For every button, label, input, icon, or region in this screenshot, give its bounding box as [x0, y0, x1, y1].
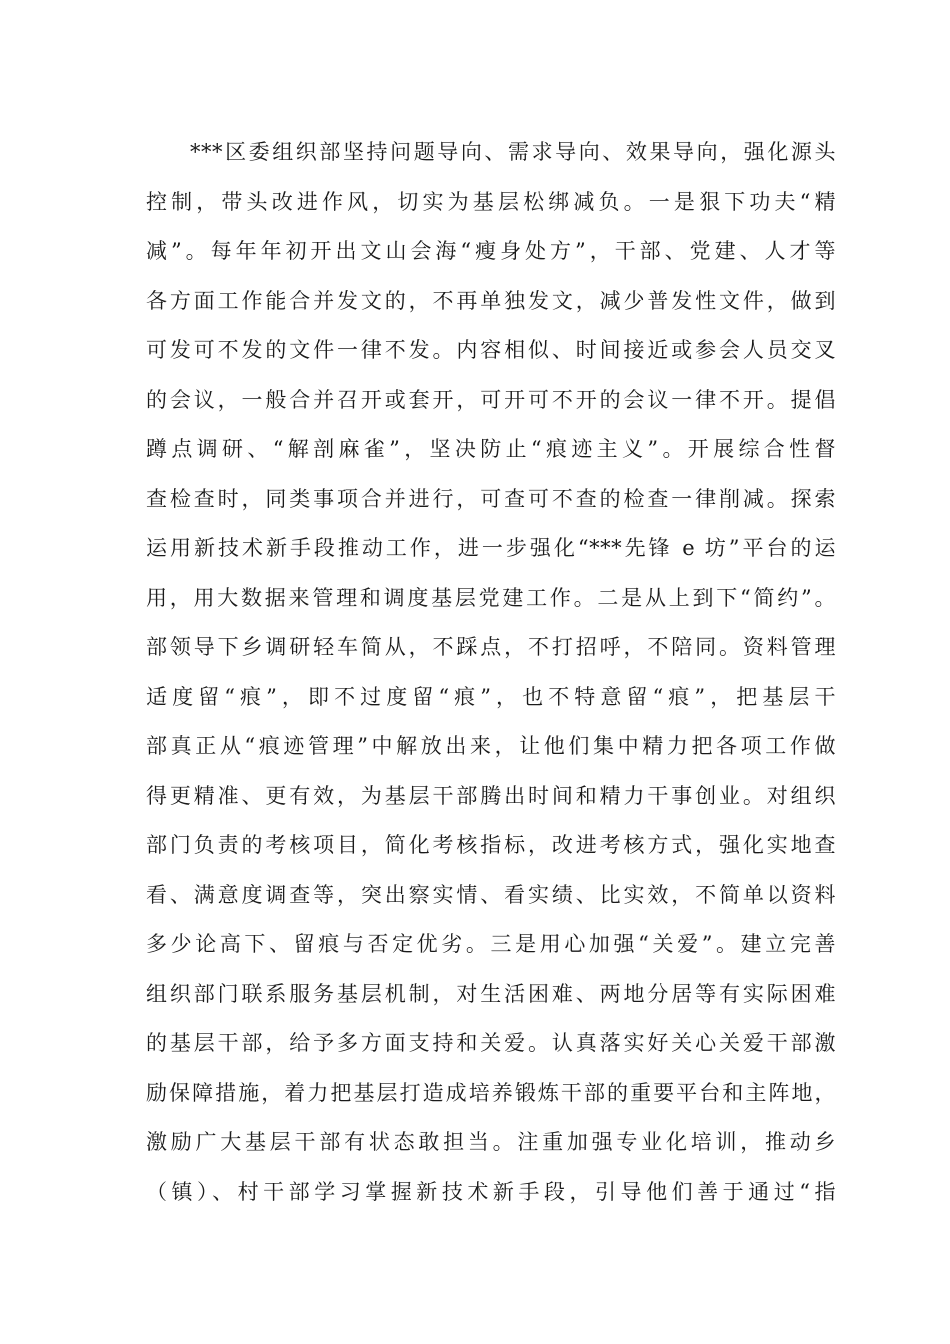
paragraph-line: 蹲点调研、“解剖麻雀”，坚决防止“痕迹主义”。开展综合性督: [146, 437, 836, 461]
paragraph-line: 组织部门联系服务基层机制，对生活困难、两地分居等有实际困难: [146, 981, 836, 1006]
paragraph-line: （镇）、村干部学习掌握新技术新手段，引导他们善于通过“指: [146, 1179, 836, 1204]
paragraph-line: 的基层干部，给予多方面支持和关爱。认真落实好关心关爱干部激: [146, 1031, 836, 1055]
paragraph-line: 多少论高下、留痕与否定优劣。三是用心加强“关爱”。建立完善: [146, 932, 836, 956]
paragraph-line: 适度留“痕”，即不过度留“痕”，也不特意留“痕”，把基层干: [146, 684, 836, 709]
paragraph-line: 查检查时，同类事项合并进行，可查可不查的检查一律削减。探索: [146, 486, 836, 511]
paragraph-line: 减”。每年年初开出文山会海“瘦身处方”，干部、党建、人才等: [146, 239, 836, 263]
paragraph-line: 看、满意度调查等，突出察实情、看实绩、比实效，不简单以资料: [146, 882, 836, 907]
paragraph-line: 运用新技术新手段推动工作，进一步强化“***先锋 e 坊”平台的运: [146, 536, 836, 560]
paragraph-line: 激励广大基层干部有状态敢担当。注重加强专业化培训，推动乡: [146, 1130, 836, 1154]
body-paragraph: [146, 128, 836, 1217]
paragraph-line: 用，用大数据来管理和调度基层党建工作。二是从上到下“简约”。: [146, 585, 836, 610]
paragraph-line: 的会议，一般合并召开或套开，可开可不开的会议一律不开。提倡: [146, 387, 836, 412]
paragraph-line: 得更精准、更有效，为基层干部腾出时间和精力干事创业。对组织: [146, 783, 836, 808]
paragraph-line: 部真正从“痕迹管理”中解放出来，让他们集中精力把各项工作做: [146, 734, 836, 758]
paragraph-line: 部门负责的考核项目，简化考核指标，改进考核方式，强化实地查: [146, 833, 836, 857]
paragraph-line: 可发可不发的文件一律不发。内容相似、时间接近或参会人员交叉: [146, 338, 836, 362]
paragraph-line: ***区委组织部坚持问题导向、需求导向、效果导向，强化源头: [190, 140, 836, 164]
paragraph-line: 部领导下乡调研轻车简从，不踩点，不打招呼，不陪同。资料管理: [146, 635, 836, 659]
paragraph-line: 各方面工作能合并发文的，不再单独发文，减少普发性文件，做到: [146, 288, 836, 313]
paragraph-line: 控制，带头改进作风，切实为基层松绑减负。一是狠下功夫“精: [146, 189, 836, 214]
paragraph-line: 励保障措施，着力把基层打造成培养锻炼干部的重要平台和主阵地，: [146, 1080, 836, 1105]
